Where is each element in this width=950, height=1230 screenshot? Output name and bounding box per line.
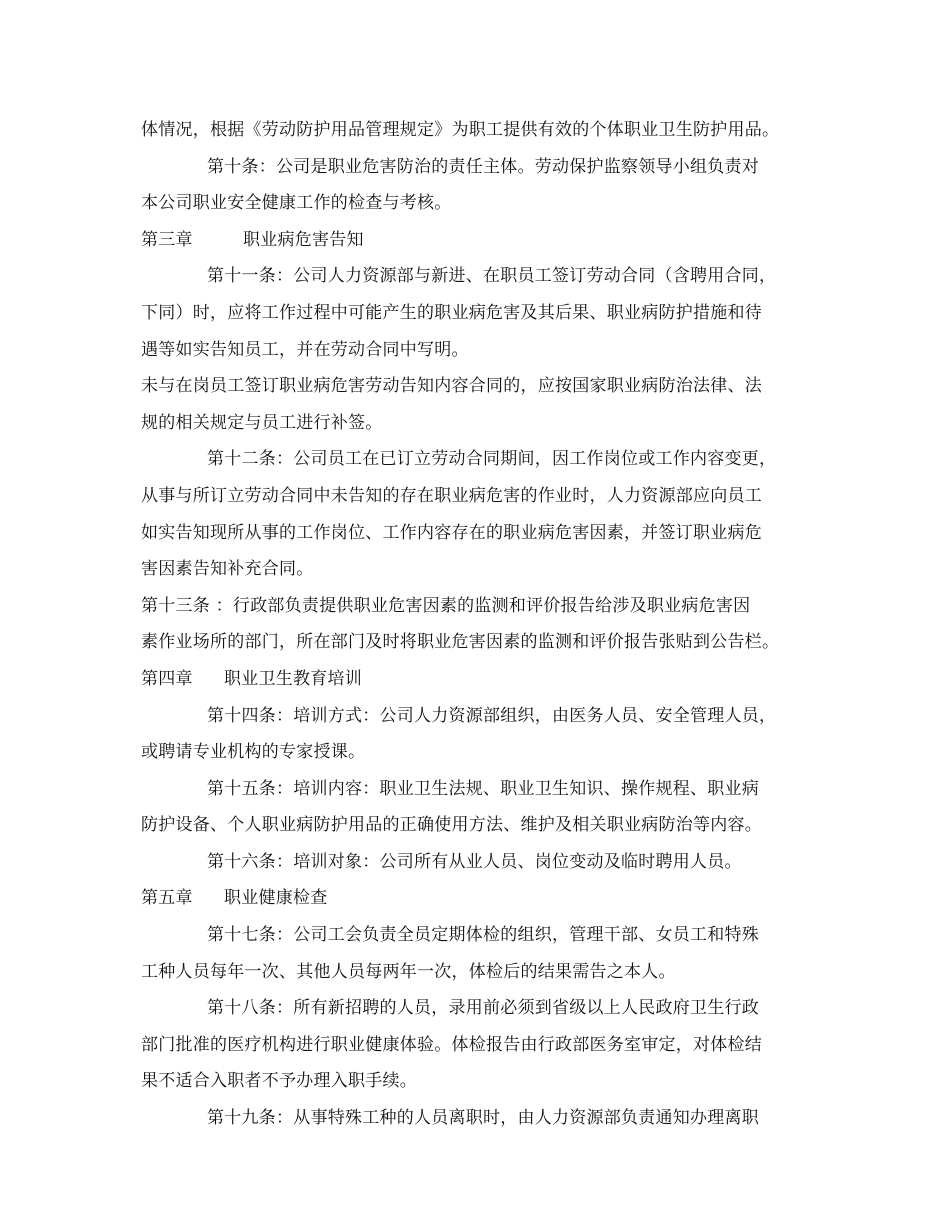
paragraph-line: 体情况，根据《劳动防护用品管理规定》为职工提供有效的个体职业卫生防护用品。	[141, 120, 780, 140]
chapter-number: 第三章	[141, 229, 193, 250]
chapter-heading	[141, 880, 821, 917]
paragraph-line: 害因素告知补充合同。	[141, 559, 314, 580]
chapter-number: 第五章	[141, 888, 193, 909]
paragraph-line: 第十三条 ：行政部负责提供职业危害因素的监测和评价报告给涉及职业病危害因	[141, 595, 751, 616]
paragraph-first-line: 第十五条：培训内容：职业卫生法规、职业卫生知识、操作规程、职业病	[207, 778, 759, 799]
chapter-heading	[141, 661, 821, 698]
paragraph-line: 遇等如实告知员工，并在劳动合同中写明。	[141, 339, 469, 360]
paragraph-first-line: 第十二条：公司员工在已订立劳动合同期间，因工作岗位或工作内容变更，	[207, 449, 777, 470]
paragraph-first-line: 第十七条：公司工会负责全员定期体检的组织，管理干部、女员工和特殊	[207, 925, 759, 946]
paragraph-line: 从事与所订立劳动合同中未告知的存在职业病危害的作业时，人力资源部应向员工	[141, 485, 762, 506]
chapter-title: 职业健康检查	[224, 888, 328, 909]
paragraph-line: 部门批准的医疗机构进行职业健康体验。体检报告由行政部医务室审定，对体检结	[141, 1034, 762, 1055]
paragraph-first-line: 第十九条：从事特殊工种的人员离职时，由人力资源部负责通知办理离职	[207, 1108, 759, 1129]
paragraph-first-line: 第十八条：所有新招聘的人员，录用前必须到省级以上人民政府卫生行政	[207, 998, 759, 1019]
paragraph-line: 果不适合入职者不予办理入职手续。	[141, 1071, 417, 1092]
paragraph-line: 规的相关规定与员工进行补签。	[141, 412, 383, 433]
document-body	[141, 112, 821, 1137]
chapter-number: 第四章	[141, 668, 193, 689]
chapter-title: 职业病危害告知	[243, 229, 364, 250]
paragraph-line: 素作业场所的部门，所在部门及时将职业危害因素的监测和评价报告张贴到公告栏。	[141, 632, 780, 653]
paragraph-line: 工种人员每年一次、其他人员每两年一次，体检后的结果需告之本人。	[141, 961, 676, 982]
paragraph-line: 下同）时，应将工作过程中可能产生的职业病危害及其后果、职业病防护措施和待	[141, 302, 762, 323]
paragraph-line: 或聘请专业机构的专家授课。	[141, 742, 366, 763]
chapter-title: 职业卫生教育培训	[224, 668, 362, 689]
paragraph-line: 未与在岗员工签订职业病危害劳动告知内容合同的，应按国家职业病防治法律、法	[141, 376, 762, 397]
paragraph-first-line: 第十条：公司是职业危害防治的责任主体。劳动保护监察领导小组负责对	[207, 156, 759, 177]
paragraph-line: 如实告知现所从事的工作岗位、工作内容存在的职业病危害因素，并签订职业病危	[141, 522, 762, 543]
paragraph-line: 防护设备、个人职业病防护用品的正确使用方法、维护及相关职业病防治等内容。	[141, 815, 762, 836]
paragraph-first-line: 第十六条：培训对象：公司所有从业人员、岗位变动及临时聘用人员。	[207, 851, 742, 872]
paragraph-line: 本公司职业安全健康工作的检查与考核。	[141, 193, 452, 214]
paragraph-first-line: 第十一条：公司人力资源部与新进、在职员工签订劳动合同（含聘用合同，	[207, 266, 777, 287]
chapter-heading	[141, 222, 821, 259]
paragraph-first-line: 第十四条：培训方式：公司人力资源部组织，由医务人员、安全管理人员，	[207, 705, 777, 726]
